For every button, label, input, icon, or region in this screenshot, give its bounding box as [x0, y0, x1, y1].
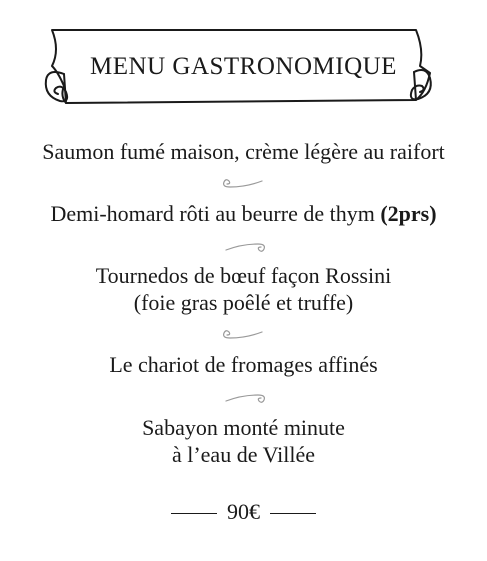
swirl-flourish-icon [216, 240, 272, 256]
swirl-flourish-icon [216, 175, 272, 191]
dish-4 [0, 351, 487, 378]
dish-3 [0, 262, 487, 316]
price-rule-left [171, 513, 217, 514]
price-rule-right [270, 513, 316, 514]
title-banner [0, 0, 487, 120]
dish-2-name: Demi-homard rôti au beurre de thym [50, 201, 381, 226]
dish-3-line-2: (foie gras poêlé et truffe) [133, 290, 354, 315]
dish-1-line-1: Saumon fumé maison, crème légère au raifort [42, 139, 445, 164]
dish-1 [0, 138, 487, 165]
menu-title: MENU GASTRONOMIQUE [90, 53, 397, 80]
dish-5-line-1: Sabayon monté minute [142, 415, 345, 440]
dish-5 [0, 414, 487, 468]
dish-5-line-2: à l’eau de Villée [171, 442, 316, 467]
swirl-flourish-icon [216, 326, 272, 342]
menu-price: 90€ [227, 499, 260, 524]
swirl-flourish-icon [216, 391, 272, 407]
dish-2-line-1 [0, 200, 487, 227]
price-row [0, 497, 487, 527]
dish-4-line-1: Le chariot de fromages affinés [109, 352, 378, 377]
dish-2-portion: (2prs) [380, 201, 437, 226]
dish-2 [0, 200, 487, 227]
dish-3-line-1: Tournedos de bœuf façon Rossini [95, 263, 392, 288]
